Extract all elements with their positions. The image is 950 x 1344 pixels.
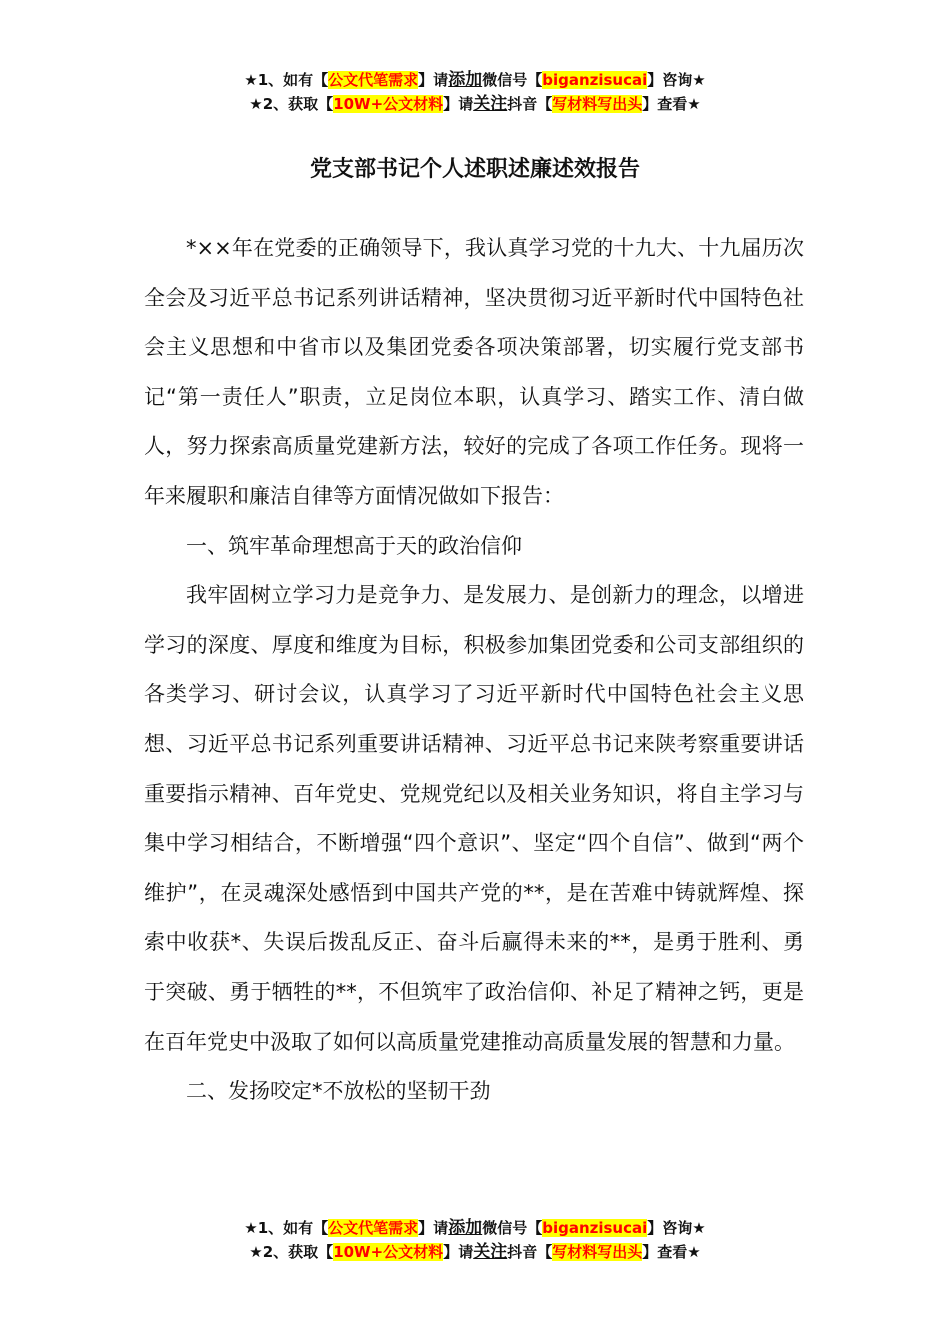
promo-text: 1、如有【 — [257, 71, 329, 89]
star-icon: ★ — [687, 1243, 701, 1261]
promo-text: 】查看 — [642, 1243, 688, 1261]
douyin-account: 写材料写出头 — [552, 1243, 643, 1261]
promo-text: 抖音【 — [507, 95, 553, 113]
promo-text: 2、获取【 — [262, 95, 334, 113]
header-promo-banner — [0, 68, 950, 116]
emphasis-text: 关注 — [473, 1242, 508, 1262]
section-heading-1: 一、筑牢革命理想高于天的政治信仰 — [186, 533, 522, 558]
star-icon: ★ — [692, 71, 706, 89]
highlight-text: 公文代笔需求 — [328, 71, 419, 89]
promo-line-1 — [0, 68, 950, 92]
promo-text: 1、如有【 — [257, 1219, 329, 1237]
star-icon: ★ — [244, 1219, 258, 1237]
highlight-text: 10W+公文材料 — [333, 1243, 444, 1261]
star-icon: ★ — [244, 71, 258, 89]
promo-line-2 — [0, 92, 950, 116]
wechat-id: biganzisucai — [542, 1219, 648, 1237]
promo-text: 】请 — [418, 71, 449, 89]
star-icon: ★ — [692, 1219, 706, 1237]
document-title: 党支部书记个人述职述廉述效报告 — [309, 157, 640, 182]
highlight-text: 公文代笔需求 — [328, 1219, 419, 1237]
emphasis-text: 添加 — [448, 70, 483, 90]
promo-line-2 — [0, 1240, 950, 1264]
promo-text: 微信号【 — [482, 71, 543, 89]
highlight-text: 10W+公文材料 — [333, 95, 444, 113]
star-icon: ★ — [249, 1243, 263, 1261]
intro-paragraph: *××年在党委的正确领导下，我认真学习党的十九大、十九届历次全会及习近平总书记系列讲话精神，坚决贯彻习近平新时代中国特色社会主义思想和中省市以及集团党委各项决策部署，切实履行党支部书记“第一责任人”职责，立足岗位本职，认真学习、踏实工作、清白做人，努力探索高质量党建新方法，较好的完成了各项工作任务。现将一年来履职和廉洁自律等方面情况做如下报告： — [144, 236, 804, 508]
star-icon: ★ — [687, 95, 701, 113]
promo-text: 微信号【 — [482, 1219, 543, 1237]
promo-text: 2、获取【 — [262, 1243, 334, 1261]
section-paragraph-1: 我牢固树立学习力是竞争力、是发展力、是创新力的理念，以增进学习的深度、厚度和维度为目标，积极参加集团党委和公司支部组织的各类学习、研讨会议，认真学习了习近平新时代中国特色社会主义思想、习近平总书记系列重要讲话精神、习近平总书记来陕考察重要讲话重要指示精神、百年党史、党规党纪以及相关业务知识，将自主学习与集中学习相结合，不断增强“四个意识”、坚定“四个自信”、做到“两个维护”，在灵魂深处感悟到中国共产党的**，是在苦难中铸就辉煌、探索中收获*、失误后拨乱反正、奋斗后赢得未来的**，是勇于胜利、勇于突破、勇于牺牲的**，不但筑牢了政治信仰、补足了精神之钙，更是在百年党史中汲取了如何以高质量党建推动高质量发展的智慧和力量。 — [144, 583, 804, 1054]
promo-text: 】咨询 — [647, 71, 693, 89]
promo-line-1 — [0, 1216, 950, 1240]
promo-text: 】咨询 — [647, 1219, 693, 1237]
promo-text: 】请 — [418, 1219, 449, 1237]
promo-text: 抖音【 — [507, 1243, 553, 1261]
promo-text: 】查看 — [642, 95, 688, 113]
douyin-account: 写材料写出头 — [552, 95, 643, 113]
section-heading-2: 二、发扬咬定*不放松的坚韧干劲 — [186, 1079, 491, 1104]
document-body — [144, 224, 804, 1117]
footer-promo-banner — [0, 1216, 950, 1264]
emphasis-text: 关注 — [473, 94, 508, 114]
emphasis-text: 添加 — [448, 1218, 483, 1238]
promo-text: 】请 — [443, 95, 474, 113]
wechat-id: biganzisucai — [542, 71, 648, 89]
promo-text: 】请 — [443, 1243, 474, 1261]
star-icon: ★ — [249, 95, 263, 113]
